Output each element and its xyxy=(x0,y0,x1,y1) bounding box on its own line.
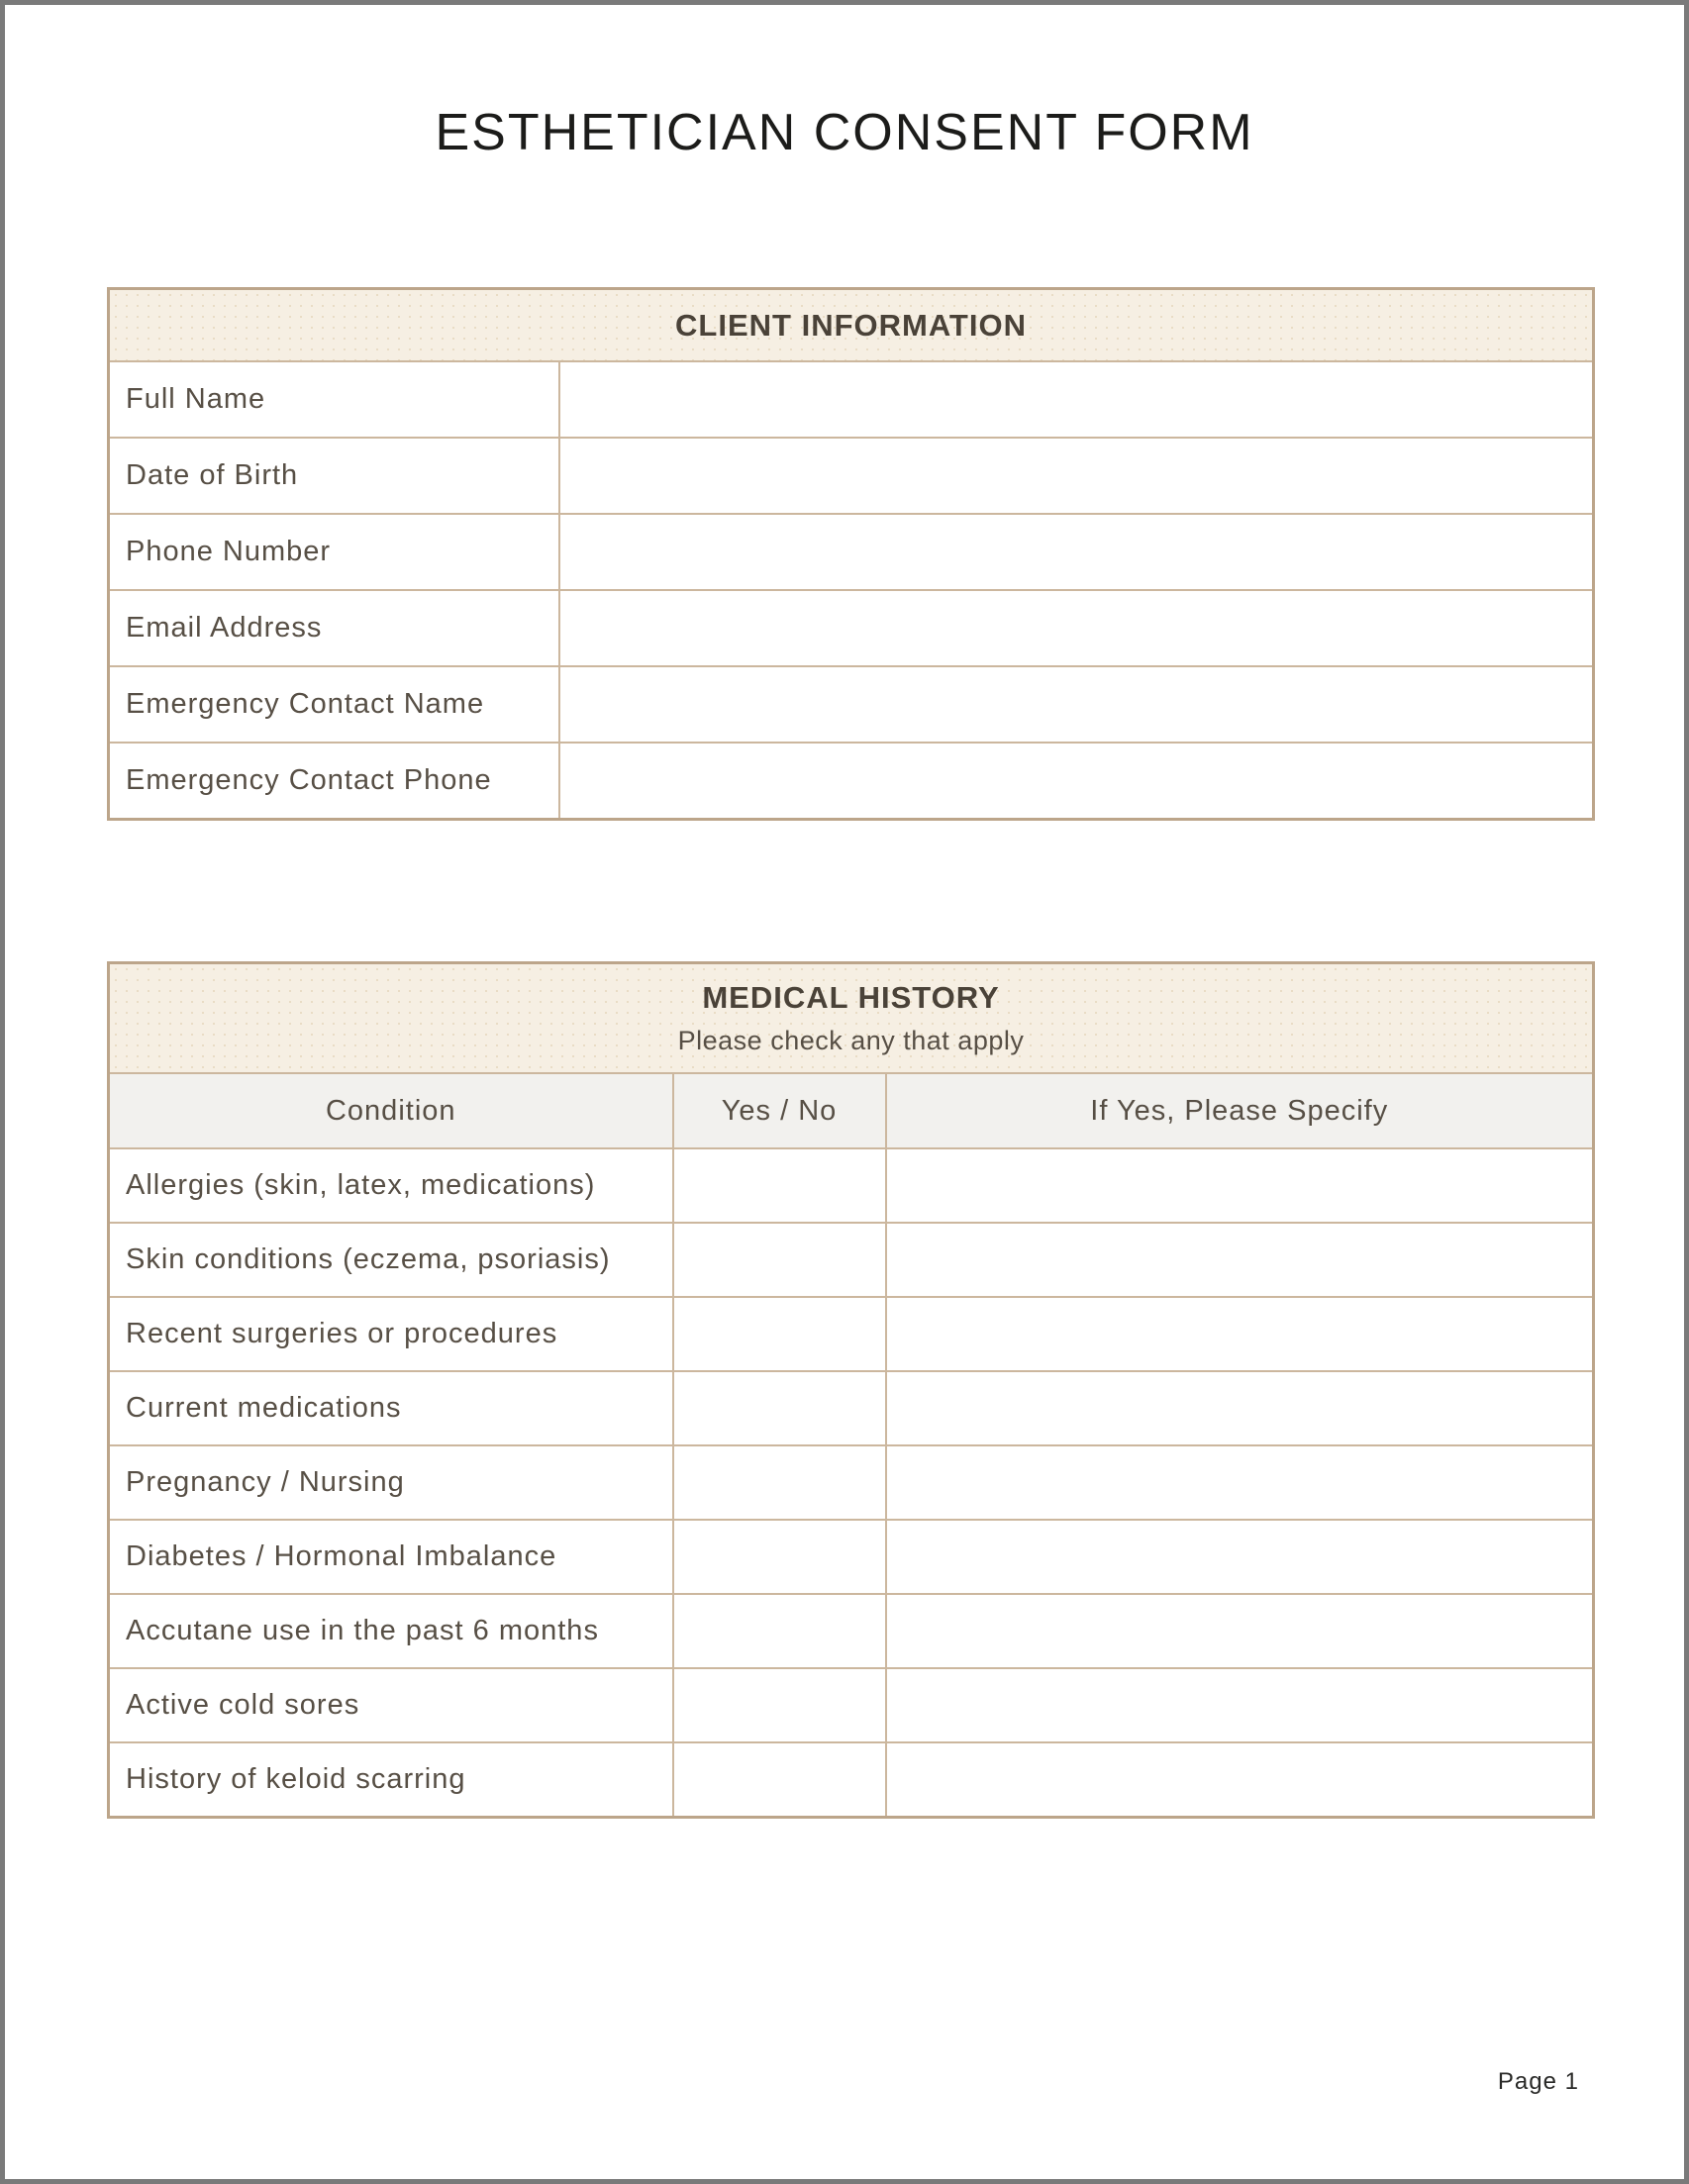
medical-history-row xyxy=(109,1668,1594,1742)
medical-history-row xyxy=(109,1148,1594,1223)
client-info-row xyxy=(109,590,1594,666)
yes-no-cell[interactable] xyxy=(673,1594,886,1668)
medical-history-row xyxy=(109,1742,1594,1817)
specify-cell[interactable] xyxy=(886,1445,1594,1520)
specify-cell[interactable] xyxy=(886,1668,1594,1742)
emergency-contact-name-field[interactable] xyxy=(559,666,1594,743)
yes-no-cell[interactable] xyxy=(673,1297,886,1371)
email-address-label: Email Address xyxy=(109,590,559,666)
specify-cell[interactable] xyxy=(886,1148,1594,1223)
specify-cell[interactable] xyxy=(886,1371,1594,1445)
specify-cell[interactable] xyxy=(886,1223,1594,1297)
client-info-table xyxy=(107,287,1595,821)
condition-label: Current medications xyxy=(109,1371,673,1445)
emergency-contact-phone-label: Emergency Contact Phone xyxy=(109,743,559,819)
client-info-row xyxy=(109,361,1594,438)
specify-cell[interactable] xyxy=(886,1520,1594,1594)
client-info-row xyxy=(109,743,1594,819)
specify-column-header: If Yes, Please Specify xyxy=(886,1073,1594,1148)
date-of-birth-label: Date of Birth xyxy=(109,438,559,514)
date-of-birth-field[interactable] xyxy=(559,438,1594,514)
yes-no-cell[interactable] xyxy=(673,1742,886,1817)
yes-no-cell[interactable] xyxy=(673,1520,886,1594)
medical-history-table xyxy=(107,961,1595,1819)
medical-history-row xyxy=(109,1520,1594,1594)
medical-history-header-row xyxy=(109,962,1594,1073)
client-info-row xyxy=(109,514,1594,590)
phone-number-field[interactable] xyxy=(559,514,1594,590)
medical-history-columns-row xyxy=(109,1073,1594,1148)
client-info-row xyxy=(109,666,1594,743)
yes-no-column-header: Yes / No xyxy=(673,1073,886,1148)
email-address-field[interactable] xyxy=(559,590,1594,666)
full-name-field[interactable] xyxy=(559,361,1594,438)
client-info-row xyxy=(109,438,1594,514)
medical-history-subtitle: Please check any that apply xyxy=(677,1026,1025,1056)
yes-no-cell[interactable] xyxy=(673,1668,886,1742)
medical-history-row xyxy=(109,1445,1594,1520)
yes-no-cell[interactable] xyxy=(673,1445,886,1520)
condition-label: Pregnancy / Nursing xyxy=(109,1445,673,1520)
medical-history-row xyxy=(109,1223,1594,1297)
condition-label: History of keloid scarring xyxy=(109,1742,673,1817)
yes-no-cell[interactable] xyxy=(673,1223,886,1297)
medical-history-row xyxy=(109,1371,1594,1445)
emergency-contact-name-label: Emergency Contact Name xyxy=(109,666,559,743)
condition-column-header: Condition xyxy=(109,1073,673,1148)
condition-label: Diabetes / Hormonal Imbalance xyxy=(109,1520,673,1594)
specify-cell[interactable] xyxy=(886,1594,1594,1668)
page-number: Page 1 xyxy=(1497,2067,1579,2095)
emergency-contact-phone-field[interactable] xyxy=(559,743,1594,819)
condition-label: Allergies (skin, latex, medications) xyxy=(109,1148,673,1223)
condition-label: Skin conditions (eczema, psoriasis) xyxy=(109,1223,673,1297)
specify-cell[interactable] xyxy=(886,1297,1594,1371)
condition-label: Accutane use in the past 6 months xyxy=(109,1594,673,1668)
full-name-label: Full Name xyxy=(109,361,559,438)
condition-label: Recent surgeries or procedures xyxy=(109,1297,673,1371)
client-info-header-row xyxy=(109,288,1594,361)
yes-no-cell[interactable] xyxy=(673,1148,886,1223)
phone-number-label: Phone Number xyxy=(109,514,559,590)
medical-history-row xyxy=(109,1594,1594,1668)
condition-label: Active cold sores xyxy=(109,1668,673,1742)
yes-no-cell[interactable] xyxy=(673,1371,886,1445)
client-info-header: CLIENT INFORMATION xyxy=(109,288,1594,361)
specify-cell[interactable] xyxy=(886,1742,1594,1817)
form-title: ESTHETICIAN CONSENT FORM xyxy=(435,104,1254,161)
medical-history-header: MEDICAL HISTORY xyxy=(702,980,1000,1016)
medical-history-row xyxy=(109,1297,1594,1371)
